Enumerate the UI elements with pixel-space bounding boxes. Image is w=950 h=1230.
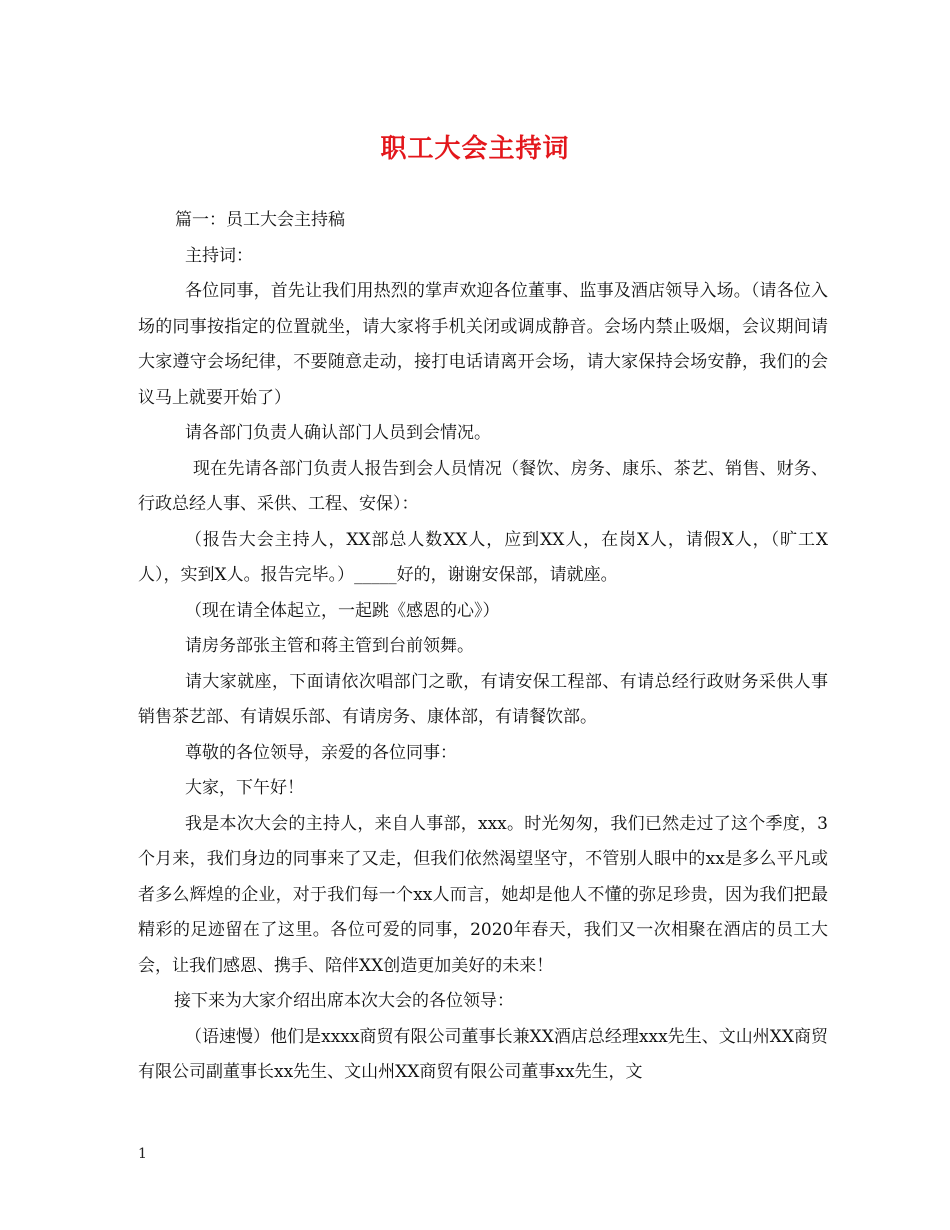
paragraph: 各位同事，首先让我们用热烈的掌声欢迎各位董事、监事及酒店领导入场。（请各位入场的同事按指定的位置就坐，请大家将手机关闭或调成静音。会场内禁止吸烟，会议期间请大家遵守会场纪律，不要随意走动，接打电话请离开会场，请大家保持会场安静，我们的会议马上就要开始了） (138, 281, 828, 408)
paragraph: 请各部门负责人确认部门人员到会情况。 (185, 423, 491, 443)
paragraph: 大家，下午好！ (185, 778, 304, 798)
paragraph: 尊敬的各位领导，亲爱的各位同事： (185, 742, 457, 763)
paragraph: 主持词： (185, 245, 253, 266)
paragraph: 现在先请各部门负责人报告到会人员情况（餐饮、房务、康乐、茶艺、销售、财务、行政总经人事、采供、工程、安保）： (138, 458, 828, 514)
paragraph: 请大家就座，下面请依次唱部门之歌，有请安保工程部、有请总经行政财务采供人事销售茶艺部、有请娱乐部、有请房务、康体部，有请餐饮部。 (138, 671, 828, 727)
paragraph: 请房务部张主管和蒋主管到台前领舞。 (185, 636, 474, 656)
paragraph: 我是本次大会的主持人，来自人事部，xxx。时光匆匆，我们已然走过了这个季度，3个月来，我们身边的同事来了又走，但我们依然渴望坚守，不管别人眼中的xx是多么平凡或者多么辉煌的企业，对于我们每一个xx人而言，她却是他人不懂的弥足珍贵，因为我们把最精彩的足迹留在了这里。各位可爱的同事，2020年春天，我们又一次相聚在酒店的员工大会，让我们感恩、携手、陪伴XX创造更加美好的未来！ (138, 813, 828, 976)
paragraph: （报告大会主持人，XX部总人数XX人，应到XX人，在岗X人，请假X人，（旷工X人），实到X人。报告完毕。）_____好的，谢谢安保部，请就座。 (138, 529, 828, 585)
paragraph: 接下来为大家介绍出席本次大会的各位领导： (174, 991, 514, 1011)
page-number: 1 (138, 1146, 147, 1162)
document-body (138, 203, 828, 1091)
paragraph: （语速慢）他们是xxxx商贸有限公司董事长兼XX酒店总经理xxx先生、文山州XX商贸有限公司副董事长xx先生、文山州XX商贸有限公司董事xx先生，文 (138, 1026, 828, 1082)
paragraph: （现在请全体起立，一起跳《感恩的心》） (185, 600, 500, 621)
section-heading: 篇一：员工大会主持稿 (175, 210, 345, 230)
document-title: 职工大会主持词 (380, 134, 570, 164)
